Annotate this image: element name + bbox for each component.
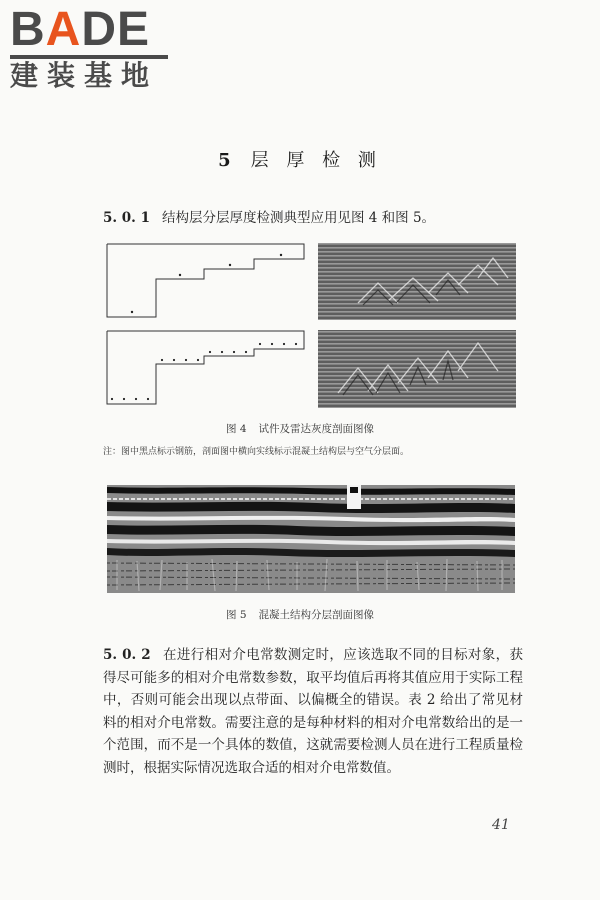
specimen-diagrams (106, 243, 306, 408)
page-number: 41 (492, 817, 510, 833)
figure-5-caption (0, 607, 600, 622)
specimen-diagram-1 (107, 244, 304, 317)
section-text: 在进行相对介电常数测定时，应该选取不同的目标对象，获得尽可能多的相对介电常数参数，取平均值后再将其值应用于实际工程中，否则可能会出现以点带面、以偏概全的错误。表 2 给出了常见材料的相对介电常数。需要注意的是每种材料的相对介电常数给出的是一个范围，而不是一个具体的数值，这就需要检测人员在进行工程质量检测时，根据实际情况选取合适的相对介电常数值。 (103, 647, 524, 776)
section-number: 5. 0. 2 (103, 647, 151, 663)
figure-4-caption (0, 421, 600, 436)
logo-wordmark: BADE (10, 3, 151, 56)
section-5-0-1 (103, 206, 435, 226)
section-5-0-2 (103, 644, 523, 779)
chapter-number: 5 (218, 150, 237, 171)
chapter-title-text: 层 厚 检 测 (250, 150, 382, 171)
rebar-dots-1 (131, 254, 282, 313)
bade-logo (10, 3, 185, 93)
figure-5-caption-text: 混凝土结构分层剖面图像 (258, 609, 375, 621)
figure-4-caption-text: 试件及雷达灰度剖面图像 (258, 423, 375, 435)
radar-profile-2 (318, 330, 516, 408)
rebar-dots-2 (111, 343, 297, 400)
logo-chinese-name: 建装基地 (10, 59, 159, 92)
chapter-title (0, 146, 600, 172)
specimen-diagram-2 (107, 331, 304, 404)
concrete-layer-profile (107, 485, 515, 593)
radar-gray-profiles (318, 243, 516, 408)
figure-5-number: 图 5 (225, 609, 247, 621)
radar-profile-1 (318, 243, 516, 320)
section-text: 结构层分层厚度检测典型应用见图 4 和图 5。 (161, 210, 436, 226)
logo-accent-letter: A (45, 3, 82, 56)
figure-4-note: 注：图中黑点标示钢筋，剖面图中横向实线标示混凝土结构层与空气分层面。 (103, 447, 410, 457)
figure-4-number: 图 4 (225, 423, 247, 435)
section-number: 5. 0. 1 (103, 210, 150, 226)
